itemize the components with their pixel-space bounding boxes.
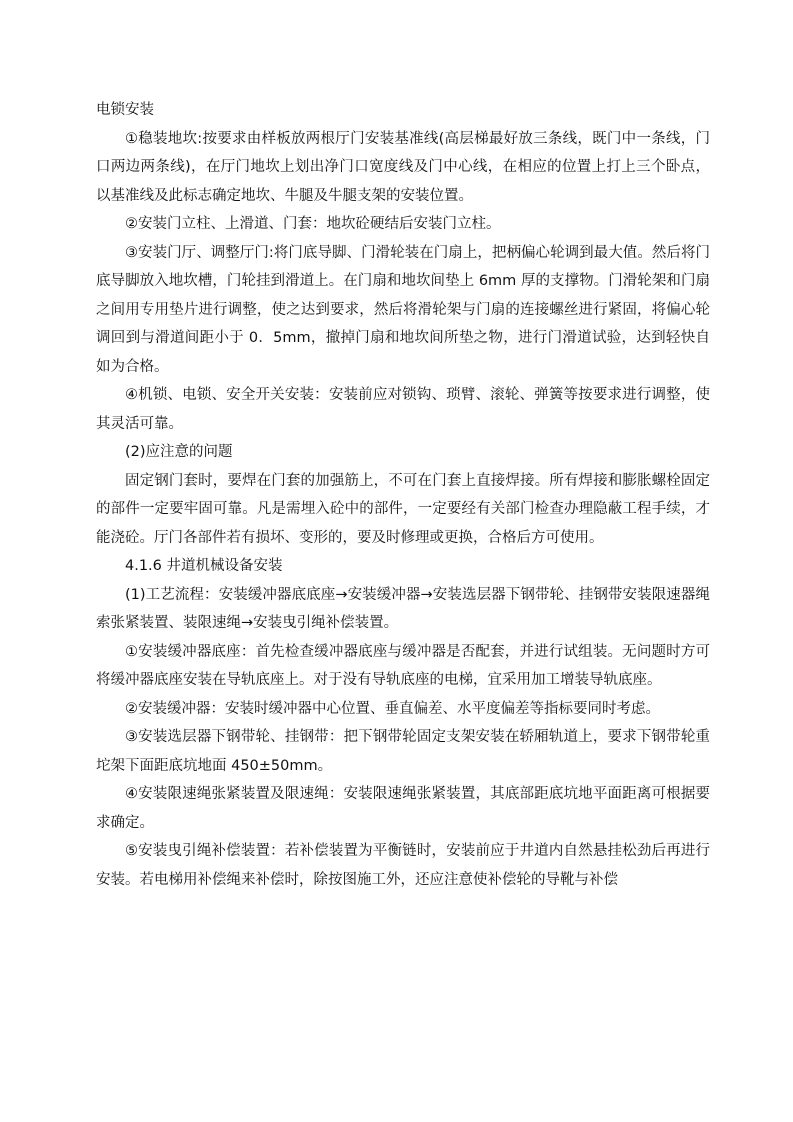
document-body — [96, 96, 710, 894]
paragraph-compensation-device: ⑤安装曳引绳补偿装置：若补偿装置为平衡链时，安装前应于井道内自然悬挂松劲后再进行安装。若电梯用补偿绳来补偿时，除按图施工外，还应注意使补偿轮的导靴与补偿 — [96, 843, 710, 888]
paragraph-governor-rope: ④安装限速绳张紧装置及限速绳：安装限速绳张紧装置，其底部距底坑地平面距离可根据要求确定。 — [96, 786, 710, 831]
paragraph-steel-belt-wheel: ③安装选层器下钢带轮、挂钢带：把下钢带轮固定支架安装在轿厢轨道上，要求下钢带轮重坨架下面距底坑地面 450±50mm。 — [96, 729, 710, 774]
paragraph-buffer-base: ①安装缓冲器底座：首先检查缓冲器底座与缓冲器是否配套，并进行试组装。无问题时方可将缓冲器底座安装在导轨底座上。对于没有导轨底座的电梯，宜采用加工增装导轨底座。 — [96, 643, 710, 688]
section-heading-4-1-6: 4.1.6 井道机械设备安装 — [125, 558, 283, 574]
paragraph-buffer-install: ②安装缓冲器：安装时缓冲器中心位置、垂直偏差、水平度偏差等指标要同时考虑。 — [125, 700, 660, 717]
paragraph-process-flow: (1)工艺流程：安装缓冲器底底座→安装缓冲器→安装选层器下钢带轮、挂钢带安装限速器绳索张紧装置、装限速绳→安装曳引绳补偿装置。 — [96, 586, 710, 631]
paragraph-adjust-landing-door: ③安装门厅、调整厅门:将门底导脚、门滑轮装在门扇上，把柄偏心轮调到最大值。然后将门底导脚放入地坎槽，门轮挂到滑道上。在门扇和地坎间垫上 6mm 厚的支撑物。门滑轮架和门扇之间用专用垫片进行调整，使之达到要求，然后将滑轮架与门扇的连接螺丝进行紧固，将偏心轮调回到与滑道间距小于 0．5mm，撤掉门扇和地坎间所垫之物，进行门滑道试验，达到轻快自如为合格。 — [96, 244, 710, 375]
paragraph-lock-switch-install: ④机锁、电锁、安全开关安装：安装前应对锁钩、琐臂、滚轮、弹簧等按要求进行调整，使其灵活可靠。 — [96, 387, 710, 432]
paragraph-install-door-post: ②安装门立柱、上滑道、门套：地坎砼硬结后安装门立柱。 — [125, 216, 501, 232]
section-heading: 电锁安装 — [96, 102, 154, 118]
paragraph-notes-heading: (2)应注意的问题 — [125, 444, 233, 460]
paragraph-install-sill: ①稳装地坎:按要求由样板放两根厅门安装基准线(高层梯最好放三条线，既门中一条线，门口两边两条线)，在厅门地坎上划出净门口宽度线及门中心线，在相应的位置上打上三个卧点，以基准线及此标志确定地坎、牛腿及牛腿支架的安装位置。 — [96, 130, 710, 204]
paragraph-notes-body: 固定钢门套时，要焊在门套的加强筋上，不可在门套上直接焊接。所有焊接和膨胀螺栓固定的部件一定要牢固可靠。凡是需埋入砼中的部件，一定要经有关部门检查办理隐蔽工程手续，才能浇砼。厅门各部件若有损坏、变形的，要及时修理或更换，合格后方可使用。 — [96, 472, 710, 546]
